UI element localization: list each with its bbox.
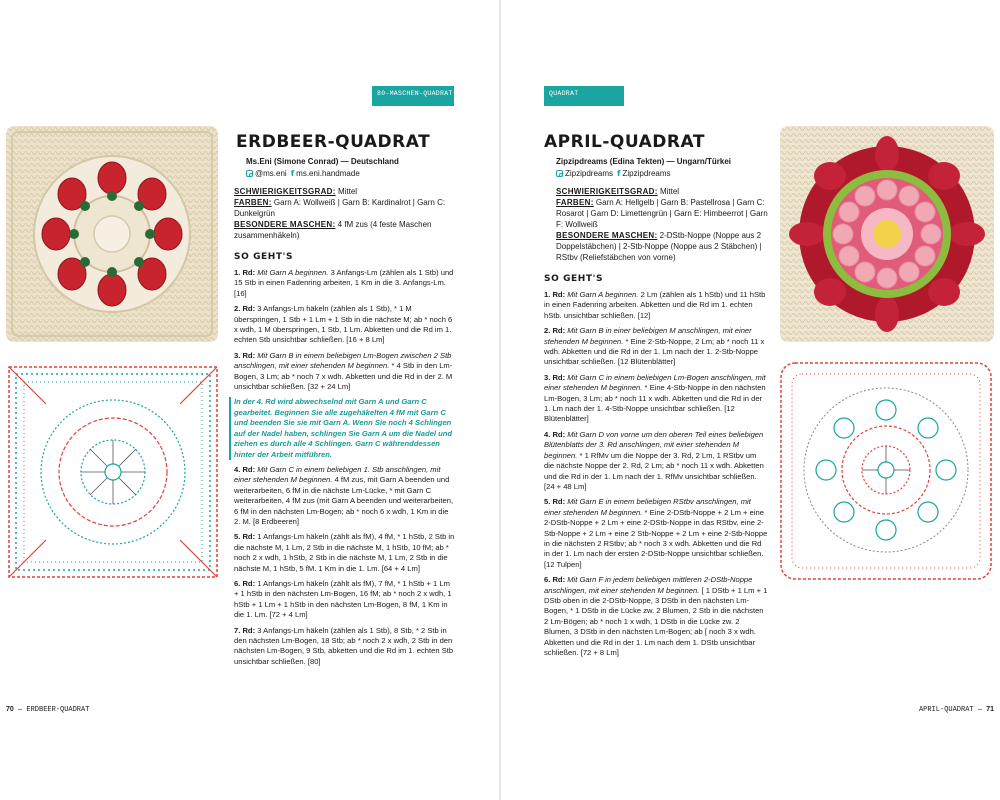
instruction-step [544, 497, 768, 570]
round-text: * Eine 2-DStb-Noppe + 2 Lm + eine 2-DStb-Noppe + 2 Lm + eine 2-DStb-Noppe in das RStbv, eine 2-Stb-Noppe + 2 Lm + eine 2 Stb-Noppe + 2 Lm + eine 2-Stb-Noppe in die nächsten 2 RStbv; ab * noch 3 x wdh. Abketten und die Rd in der 1. Lm nach der ersten 2-DStb-Noppe unsichtbar schließen. [12 Tulpen] [544, 507, 768, 569]
round-lead: Mit Garn F in jedem beliebigen mittleren 2-DStb-Noppe anschlingen, mit einer stehenden M beginnen. [544, 575, 753, 595]
round-lead: Mit Garn C in einem beliebigen Lm-Bogen anschlingen, mit einer stehenden M beginnen. [544, 372, 766, 393]
instruction-step [234, 626, 456, 668]
specs-block [556, 186, 768, 263]
special-stitches-label: BESONDERE MASCHEN: [234, 220, 336, 229]
page-footer [6, 706, 89, 714]
round-label: 2. Rd: [544, 326, 566, 336]
round-label: 4. Rd: [544, 429, 566, 439]
facebook-handle[interactable]: ms.eni.handmade [296, 169, 360, 178]
round-label: 2. Rd: [234, 304, 256, 314]
round-text: * Eine 4-Stb-Noppe in den nächsten Lm-Bogen, 3 Lm; ab * noch 11 x wdh. Abketten und die Rd in der 1. Lm nach der 1. 4-Stb-Noppe unsichtbar schließen. [12 Blütenblätter] [544, 383, 766, 424]
round-label: 1. Rd: [234, 268, 256, 277]
section-tag [544, 70, 624, 106]
round-text: * 4 Stb in den Lm-Bogen, 3 Lm; ab * noch 7 x wdh. Abketten und die Rd in der 2. M unsichtbar schließen. [32 + 24 Lm] [234, 361, 453, 392]
section-tag-label: 80-MASCHEN-QUADRAT [377, 90, 453, 97]
round-label: 5. Rd: [234, 532, 256, 542]
instagram-icon [556, 170, 563, 177]
instruction-step [234, 579, 456, 621]
instruction-step [544, 290, 768, 321]
instruction-step [234, 465, 456, 527]
instagram-handle[interactable]: @ms.eni [255, 169, 287, 178]
strawberry-crochet-chart [6, 364, 220, 580]
colors-label: FARBEN: [234, 198, 272, 207]
footer-title: APRIL-QUADRAT — [918, 706, 982, 714]
round-lead: Mit Garn A beginnen. [567, 290, 639, 299]
instruction-step [544, 373, 768, 425]
specs-block [234, 186, 462, 241]
round-text: 1 Anfangs-Lm häkeln (zählt als fM), 4 fM, * 1 hStb, 2 Stb in die nächste M, 1 Lm, 2 Stb in die nächste M, 1 hStb, 10 fM; ab * noch 2 x wdh, 1 hStb, 2 Stb in die nächste M, 1 Lm, 2 Stb in die nächste M, 1 hStb, 5 fM. 1 Km in die 1. Lm. [64 + 4 Lm] [234, 532, 455, 573]
section-tag [372, 86, 454, 106]
facebook-icon: f [290, 169, 295, 178]
round-lead: Mit Garn B in einem beliebigen Lm-Bogen zwischen 2 Stb anschlingen, mit einer stehenden M beginnen. [234, 350, 452, 371]
instagram-icon [246, 170, 253, 177]
round-label: 3. Rd: [544, 372, 566, 382]
difficulty-label: SCHWIERIGKEITSGRAD: [556, 187, 658, 196]
instruction-step [544, 575, 768, 658]
difficulty-value: Mittel [337, 187, 358, 196]
instructions-list [544, 290, 768, 663]
instruction-step [234, 532, 456, 574]
instruction-note: In der 4. Rd wird abwechselnd mit Garn A und Garn C gearbeitet. Beginnen Sie alle zugehäkelten 4 fM mit Garn C und beenden Sie sie mit Garn A. Wenn Sie noch 4 Schlingen auf der Nadel haben, schlingen Sie Garn A um die Nadel und ziehen es durch alle 4 Schlingen. Garn C währenddessen hinter der Arbeit mitführen. [229, 397, 456, 459]
instruction-step [544, 430, 768, 492]
difficulty-value: Mittel [659, 187, 680, 196]
page-number: 71 [986, 706, 994, 713]
round-text: [ 1 DStb + 1 Lm + 1 DStb oben in die 2-DStb-Noppe, 3 DStb in den nächsten Lm-Bogen, * 1 DStb in die Lücke zw. 2 Blumen, 2 Stb in die nächsten 2 Lm-Bögen; ab * noch 1 x wdh, 1 DStb in die Lücke zw. 2 Blumen, 3 DStb in den nächsten Lm-Bogen; ab [ noch 3 x wdh. Abketten und die Rd in der 1. Lm nach dem 1. DStb unsichtbar schließen. [72 + 8 Lm] [544, 585, 768, 657]
instructions-list [234, 268, 456, 672]
special-stitches-label: BESONDERE MASCHEN: [556, 231, 658, 240]
round-text: * 1 RfMv um die Noppe der 3. Rd, 2 Lm, 1 RStbv um die nächste Noppe der 2. Rd, 2 Lm; ab * noch 11 x wdh. Abketten und die Rd in der 1. Lm nach der 1. RfMv unsichtbar schließen. [24 + 48 Lm] [544, 450, 764, 491]
round-label: 7. Rd: [234, 625, 256, 635]
facebook-icon: f [617, 169, 621, 178]
strawberry-square-photo [6, 126, 218, 342]
round-lead: Mit Garn C in einem beliebigen 1. Stb anschlingen, mit einer stehenden M beginnen. [234, 464, 441, 485]
facebook-handle[interactable]: Zipzipdreams [622, 169, 671, 178]
april-square-photo [780, 126, 994, 342]
round-lead: Mit Garn E in einem beliebigen RStbv anschlingen, mit einer stehenden M beginnen. [544, 497, 751, 517]
april-crochet-chart [778, 360, 994, 582]
round-lead: Mit Garn D von vorne um den oberen Teil eines beliebigen Blütenblatts der 3. Rd anschlingen, mit einer stehenden M beginnen. [544, 429, 764, 460]
round-label: 3. Rd: [234, 350, 256, 360]
round-lead: Mit Garn A beginnen. [257, 268, 329, 277]
round-text: 4 fM zus, mit Garn A beenden und weiterarbeiten, 6 fM in die nächste Lm-Lücke, * mit Garn C weiterarbeiten, 4 fM zus (mit Garn A beenden und weiterarbeiten, 6 fM in den nächsten Lm-Bogen; ab * noch 6 x wdh, 1 Km in die 2. M. [8 Erdbeeren] [234, 475, 454, 526]
pattern-title: APRIL-QUADRAT [544, 132, 705, 152]
page-footer [919, 706, 994, 714]
colors-value: Garn A: Wollweiß | Garn B: Kardinalrot | Garn C: Dunkelgrün [234, 198, 446, 218]
round-text: 1 Anfangs-Lm häkeln (zählt als fM), 7 fM, * 1 hStb + 1 Lm + 1 hStb in den nächsten Lm-Bogen, 16 fM; ab * noch 2 x wdh, 1 hStb + 1 Lm + 1 hStb in den nächsten Lm-Bogen, 8 fM, 1 Km in die 1. Lm. [72 + 4 Lm] [234, 578, 452, 620]
instructions-heading: SO GEHT'S [544, 274, 604, 284]
social-links [246, 169, 360, 178]
instruction-step [544, 326, 768, 368]
round-text: 2 Lm (zählen als 1 hStb) und 11 hStb in einen Fadenring arbeiten. Abketten und die Rd im 1. echten hStb. unsichtbar schließen. [12] [544, 290, 766, 320]
instruction-step [234, 304, 456, 346]
round-label: 4. Rd: [234, 464, 256, 474]
round-label: 6. Rd: [544, 575, 566, 585]
page-number: 70 [6, 706, 14, 713]
round-lead: Mit Garn B in einer beliebigen M anschlingen, mit einer stehenden M beginnen. [544, 326, 752, 346]
special-stitches-value: 2-DStb-Noppe (Noppe aus 2 Doppelstäbchen) | 2-Stb-Noppe (Noppe aus 2 Stäbchen) | RStbv (Reliefstäbchen von vorne) [556, 231, 762, 262]
round-text: 3 Anfangs-Lm (zählen als 1 Stb) und 15 Stb in einen Fadenring arbeiten, 1 Km in die 3. Anfangs-Lm. [16] [234, 268, 454, 298]
footer-title: — ERDBEER-QUADRAT [18, 706, 90, 714]
round-label: 6. Rd: [234, 578, 256, 588]
instagram-handle[interactable]: Zipzipdreams [565, 169, 614, 178]
instructions-heading: SO GEHT'S [234, 252, 294, 262]
designer-name: Ms.Eni (Simone Conrad) — Deutschland [246, 157, 399, 166]
difficulty-label: SCHWIERIGKEITSGRAD: [234, 187, 336, 196]
colors-label: FARBEN: [556, 198, 594, 207]
pattern-title: ERDBEER-QUADRAT [236, 132, 431, 152]
special-stitches-value: 4 fM zus (4 feste Maschen zusammenhäkeln) [234, 220, 432, 240]
social-links [556, 169, 671, 178]
instruction-step [234, 351, 456, 393]
round-text: 3 Anfangs-Lm häkeln (zählen als 1 Stb), * 1 M überspringen, 1 Stb + 1 Lm + 1 Stb in die nächste M; ab * noch 6 x wdh, 1 M überspringen, 1 Stb, 1 Lm. Abketten und die Rd im 1. echten Stb unsichtbar schließen. [16 + 8 Lm] [234, 304, 453, 345]
section-tag-label: 80-MASCHEN-QUADRAT [549, 70, 596, 97]
round-text: 3 Anfangs-Lm häkeln (zählen als 1 Stb), 8 Stb, * 2 Stb in den nächsten Lm-Bogen, 18 Stb; ab * noch 2 x wdh, 2 Stb in den nächsten Lm-Bogen, 9 Stb, abketten und die Rd im 1. echten Stb unsichtbar schließen. [80] [234, 625, 454, 666]
round-label: 5. Rd: [544, 497, 566, 507]
round-label: 1. Rd: [544, 290, 566, 299]
round-text: * Eine 2-Stb-Noppe, 2 Lm; ab * noch 11 x wdh. Abketten und die Rd in der 1. Lm nach der 1. 2-Stb-Noppe unsichtbar schließen. [12 Blütenblätter] [544, 336, 765, 367]
designer-name: Zipzipdreams (Edina Tekten) — Ungarn/Türkei [556, 157, 731, 166]
instruction-step [234, 268, 456, 299]
right-page [500, 0, 1000, 800]
colors-value: Garn A: Hellgelb | Garn B: Pastellrosa | Garn C: Rosarot | Garn D: Limettengrün | Garn E: Himbeerrot | Garn F: Wollweiß [556, 198, 768, 229]
